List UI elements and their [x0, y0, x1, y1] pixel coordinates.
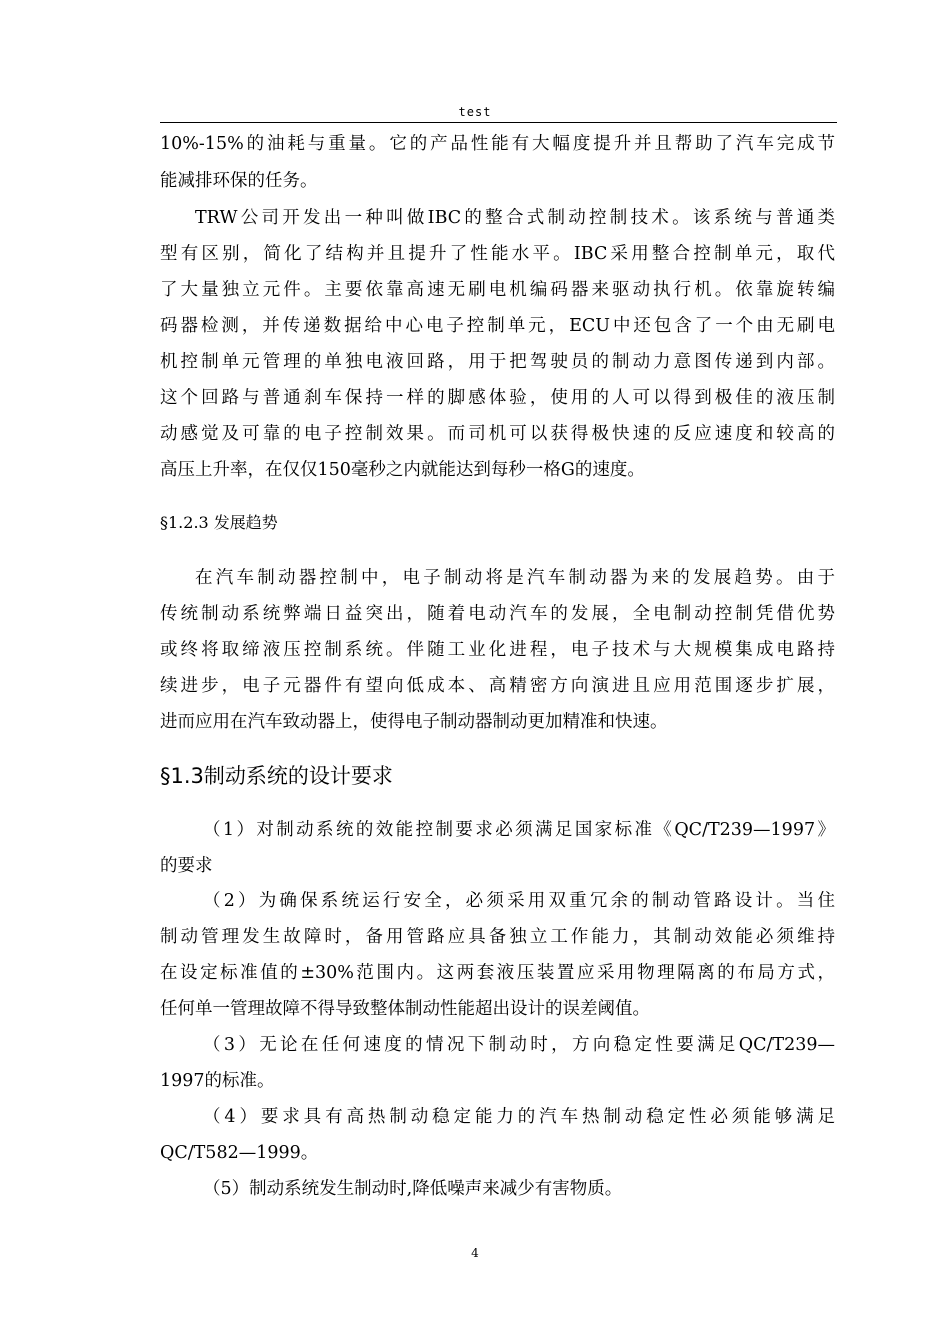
text-line: 10%-15%的油耗与重量。它的产品性能有大幅度提升并且帮助了汽车完成节: [160, 134, 835, 154]
header-rule: [160, 122, 837, 123]
text-line: 机控制单元管理的单独电液回路，用于把驾驶员的制动力意图传递到内部。: [160, 352, 835, 372]
text-line: 任何单一管理故障不得导致整体制动性能超出设计的误差阈值。: [160, 999, 650, 1019]
text-line: 高压上升率，在仅仅150毫秒之内就能达到每秒一格G的速度。: [160, 460, 645, 480]
text-line: （4）要求具有高热制动稳定能力的汽车热制动稳定性必须能够满足: [203, 1107, 835, 1127]
text-line: TRW公司开发出一种叫做IBC的整合式制动控制技术。该系统与普通类: [195, 208, 835, 228]
text-line: 传统制动系统弊端日益突出，随着电动汽车的发展，全电制动控制凭借优势: [160, 604, 835, 624]
text-line: （2）为确保系统运行安全，必须采用双重冗余的制动管路设计。当住: [203, 891, 835, 911]
text-line: 这个回路与普通刹车保持一样的脚感体验，使用的人可以得到极佳的液压制: [160, 388, 835, 408]
section-heading: §1.3制动系统的设计要求: [160, 764, 393, 788]
text-line: QC/T582—1999。: [160, 1143, 319, 1163]
text-line: （5）制动系统发生制动时,降低噪声来减少有害物质。: [203, 1179, 623, 1199]
text-line: 在设定标准值的±30%范围内。这两套液压装置应采用物理隔离的布局方式，: [160, 963, 835, 983]
text-line: 或终将取缔液压控制系统。伴随工业化进程，电子技术与大规模集成电路持: [160, 640, 835, 660]
text-line: 动感觉及可靠的电子控制效果。而司机可以获得极快速的反应速度和较高的: [160, 424, 835, 444]
text-line: 制动管理发生故障时，备用管路应具备独立工作能力，其制动效能必须维持: [160, 927, 835, 947]
text-line: （3）无论在任何速度的情况下制动时，方向稳定性要满足QC/T239—: [203, 1035, 835, 1055]
header-text: test: [458, 105, 492, 119]
page-number: 4: [471, 1246, 479, 1260]
text-line: 能减排环保的任务。: [160, 171, 318, 191]
text-line: 在汽车制动器控制中，电子制动将是汽车制动器为来的发展趋势。由于: [195, 568, 835, 588]
text-line: 型有区别，简化了结构并且提升了性能水平。IBC采用整合控制单元，取代: [160, 244, 835, 264]
text-line: 了大量独立元件。主要依靠高速无刷电机编码器来驱动执行机。依靠旋转编: [160, 280, 835, 300]
text-line: 续进步，电子元器件有望向低成本、高精密方向演进且应用范围逐步扩展，: [160, 676, 835, 696]
text-line: 进而应用在汽车致动器上，使得电子制动器制动更加精准和快速。: [160, 712, 668, 732]
text-line: （1）对制动系统的效能控制要求必须满足国家标准《QC/T239—1997》: [203, 820, 835, 840]
text-line: 1997的标准。: [160, 1071, 275, 1091]
text-line: 码器检测，并传递数据给中心电子控制单元，ECU中还包含了一个由无刷电: [160, 316, 835, 336]
text-line: 的要求: [160, 856, 213, 876]
subsection-heading: §1.2.3 发展趋势: [160, 513, 278, 532]
